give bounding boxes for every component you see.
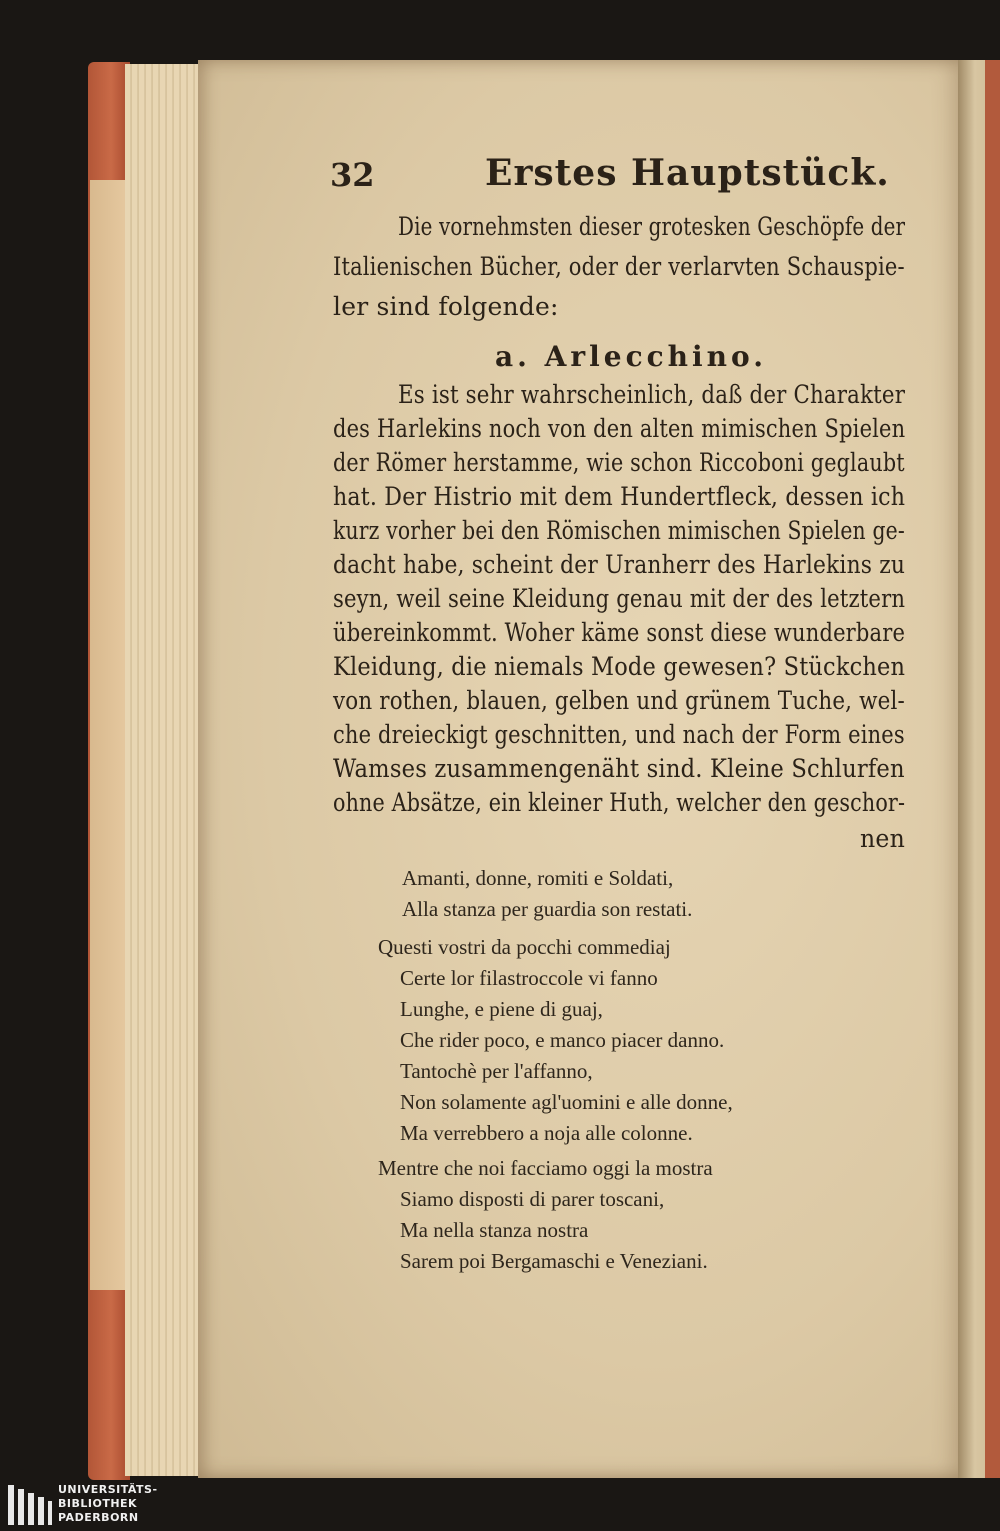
verse-line: Siamo disposti di parer toscani, — [400, 1187, 665, 1211]
verse-line: Mentre che noi facciamo oggi la mostra — [378, 1156, 713, 1180]
verse-line: Non solamente agl'uomini e alle donne, — [400, 1090, 733, 1114]
watermark-line: PADERBORN — [58, 1511, 139, 1524]
watermark-line: UNIVERSITÄTS- — [58, 1483, 158, 1496]
body-line: kurz vorher bei den Römischen mimischen Spielen ge- — [333, 516, 905, 545]
body-line: che dreieckigt geschnitten, und nach der Form eines — [333, 720, 905, 749]
verse-line: Ma verrebbero a noja alle colonne. — [400, 1121, 693, 1145]
watermark-line: BIBLIOTHEK — [58, 1497, 138, 1510]
verse-line: Sarem poi Bergamaschi e Veneziani. — [400, 1249, 708, 1273]
body-line: Wamses zusammengenäht sind. Kleine Schlurfen — [333, 754, 905, 783]
body-line: Kleidung, die niemals Mode gewesen? Stückchen — [333, 652, 906, 681]
book-cover-paper-strip — [90, 180, 126, 1290]
intro-line: ler sind folgende: — [333, 292, 559, 321]
intro-line: Italienischen Bücher, oder der verlarvten Schauspie- — [333, 252, 905, 281]
intro-line: Die vornehmsten dieser grotesken Geschöpfe der — [398, 212, 906, 241]
book-cover-right — [985, 60, 1000, 1478]
running-head: Erstes Hauptstück. — [485, 152, 890, 194]
body-line: dacht habe, scheint der Uranherr des Harlekins zu — [333, 550, 906, 579]
page-edges — [125, 64, 205, 1476]
verse-line: Lunghe, e piene di guaj, — [400, 997, 603, 1021]
section-heading: a. Arlecchino. — [495, 340, 767, 373]
body-line: der Römer herstamme, wie schon Riccoboni geglaubt — [333, 448, 905, 477]
verse-line: Certe lor filastroccole vi fanno — [400, 966, 658, 990]
verse-line: Amanti, donne, romiti e Soldati, — [402, 866, 674, 890]
verse-line: Che rider poco, e manco piacer danno. — [400, 1028, 725, 1052]
page-number: 32 — [330, 156, 375, 194]
body-line: Es ist sehr wahrscheinlich, daß der Charakter — [398, 380, 906, 409]
body-line: seyn, weil seine Kleidung genau mit der des letztern — [333, 584, 906, 613]
verse-line: Ma nella stanza nostra — [400, 1218, 589, 1242]
body-line: übereinkommt. Woher käme sonst diese wunderbare — [333, 618, 906, 647]
body-line: ohne Absätze, ein kleiner Huth, welcher den geschor- — [333, 788, 906, 817]
body-line: des Harlekins noch von den alten mimischen Spielen — [333, 414, 906, 443]
catchword: nen — [860, 824, 905, 853]
verse-line: Tantochè per l'affanno, — [400, 1059, 593, 1083]
verse-line: Alla stanza per guardia son restati. — [402, 897, 693, 921]
verse-line: Questi vostri da pocchi commediaj — [378, 935, 671, 959]
library-logo-icon — [6, 1483, 54, 1527]
body-line: hat. Der Histrio mit dem Hundertfleck, dessen ich — [333, 482, 906, 511]
body-line: von rothen, blauen, gelben und grünem Tuche, wel- — [333, 686, 905, 715]
